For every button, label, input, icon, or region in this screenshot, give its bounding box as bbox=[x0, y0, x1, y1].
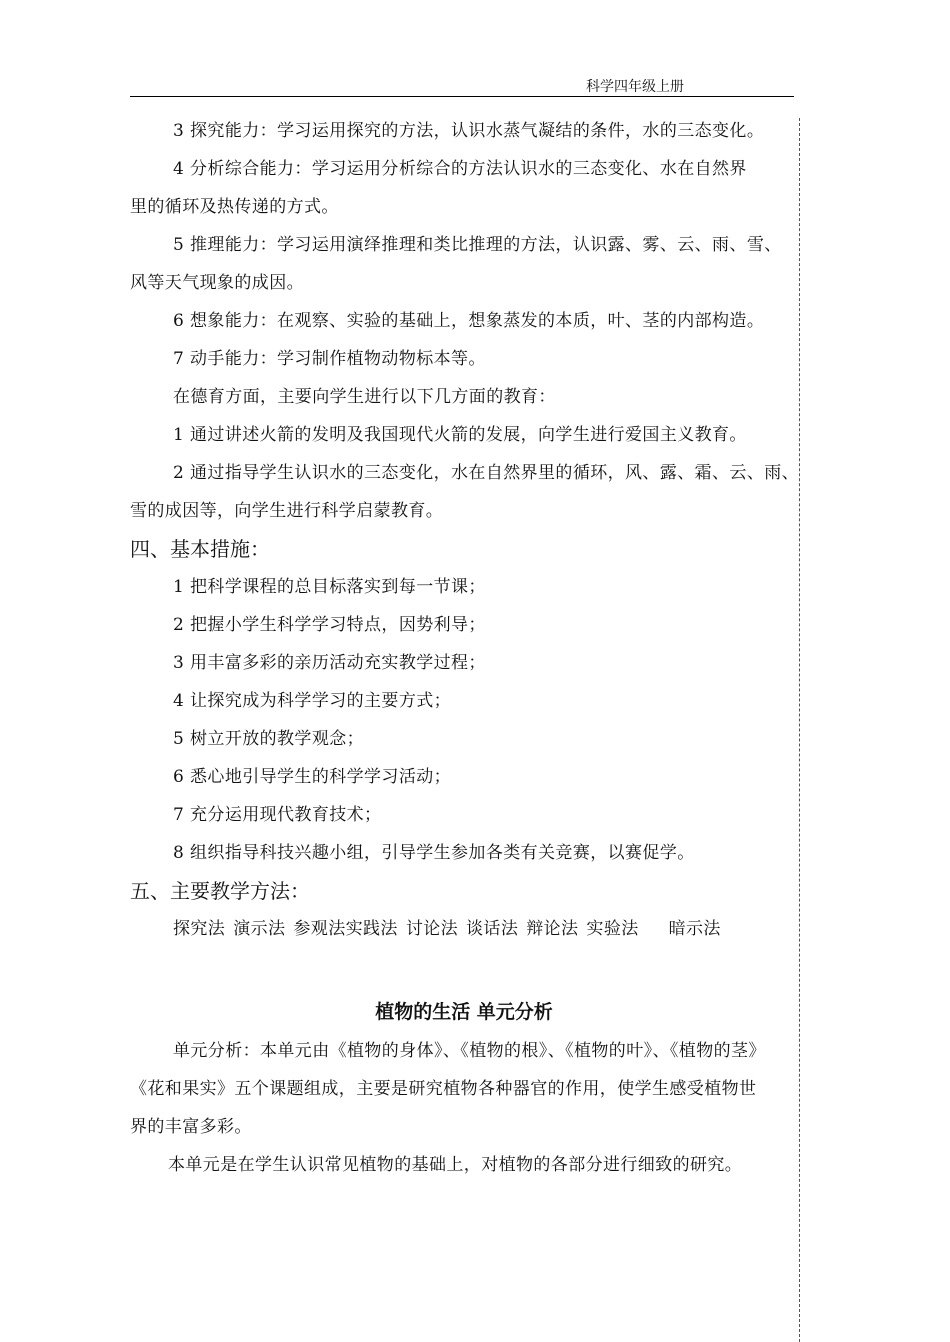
paragraph-line: 1 通过讲述火箭的发明及我国现代火箭的发展，向学生进行爱国主义教育。 bbox=[173, 425, 747, 445]
list-item: 5 树立开放的教学观念； bbox=[173, 729, 365, 749]
section-heading-methods: 五、主要教学方法： bbox=[130, 879, 310, 903]
method-item: 探究法 bbox=[173, 919, 226, 939]
paragraph-line: 里的循环及热传递的方式。 bbox=[130, 197, 339, 217]
list-item: 1 把科学课程的总目标落实到每一节课； bbox=[173, 577, 486, 597]
paragraph-line: 6 想象能力：在观察、实验的基础上，想象蒸发的本质，叶、茎的内部构造。 bbox=[173, 311, 765, 331]
list-item: 3 用丰富多彩的亲历活动充实教学过程； bbox=[173, 653, 486, 673]
list-item: 7 充分运用现代教育技术； bbox=[173, 805, 382, 825]
method-item: 讨论法 bbox=[405, 919, 459, 939]
margin-dashed-line bbox=[799, 118, 800, 1342]
document-body bbox=[130, 112, 798, 1184]
method-item: 暗示法 bbox=[668, 919, 721, 939]
method-item: 辩论法 bbox=[526, 919, 579, 939]
paragraph-line: 2 通过指导学生认识水的三态变化，水在自然界里的循环，风、露、霜、云、雨、 bbox=[173, 463, 800, 483]
paragraph-line: 风等天气现象的成因。 bbox=[130, 273, 304, 293]
header-title: 科学四年级上册 bbox=[586, 79, 684, 95]
method-item: 参观法实践法 bbox=[293, 919, 398, 939]
paragraph-line: 7 动手能力：学习制作植物动物标本等。 bbox=[173, 349, 486, 369]
paragraph-line: 雪的成因等，向学生进行科学启蒙教育。 bbox=[130, 501, 444, 521]
list-item: 2 把握小学生科学学习特点，因势利导； bbox=[173, 615, 486, 635]
method-item: 演示法 bbox=[233, 919, 286, 939]
list-item: 8 组织指导科技兴趣小组，引导学生参加各类有关竞赛，以赛促学。 bbox=[173, 843, 695, 863]
paragraph-line: 本单元是在学生认识常见植物的基础上，对植物的各部分进行细致的研究。 bbox=[168, 1155, 743, 1175]
methods-list bbox=[130, 910, 798, 948]
section-heading-measures: 四、基本措施： bbox=[130, 537, 270, 561]
paragraph-line: 5 推理能力：学习运用演绎推理和类比推理的方法，认识露、雾、云、雨、雪、 bbox=[173, 235, 782, 255]
paragraph-line: 在德育方面，主要向学生进行以下几方面的教育： bbox=[173, 387, 556, 407]
page-header bbox=[130, 72, 794, 97]
paragraph-line: 4 分析综合能力：学习运用分析综合的方法认识水的三态变化、水在自然界 bbox=[173, 159, 747, 179]
unit-title: 植物的生活 单元分析 bbox=[375, 1001, 553, 1023]
paragraph-line: 单元分析：本单元由《植物的身体》、《植物的根》、《植物的叶》、《植物的茎》 bbox=[173, 1041, 766, 1061]
list-item: 4 让探究成为科学学习的主要方式； bbox=[173, 691, 452, 711]
method-item: 实验法 bbox=[586, 919, 639, 939]
paragraph-line: 3 探究能力：学习运用探究的方法，认识水蒸气凝结的条件，水的三态变化。 bbox=[173, 121, 765, 141]
paragraph-line: 界的丰富多彩。 bbox=[130, 1117, 252, 1137]
method-item: 谈话法 bbox=[466, 919, 519, 939]
paragraph-line: 《花和果实》五个课题组成，主要是研究植物各种器官的作用，使学生感受植物世 bbox=[130, 1079, 757, 1099]
list-item: 6 悉心地引导学生的科学学习活动； bbox=[173, 767, 452, 787]
